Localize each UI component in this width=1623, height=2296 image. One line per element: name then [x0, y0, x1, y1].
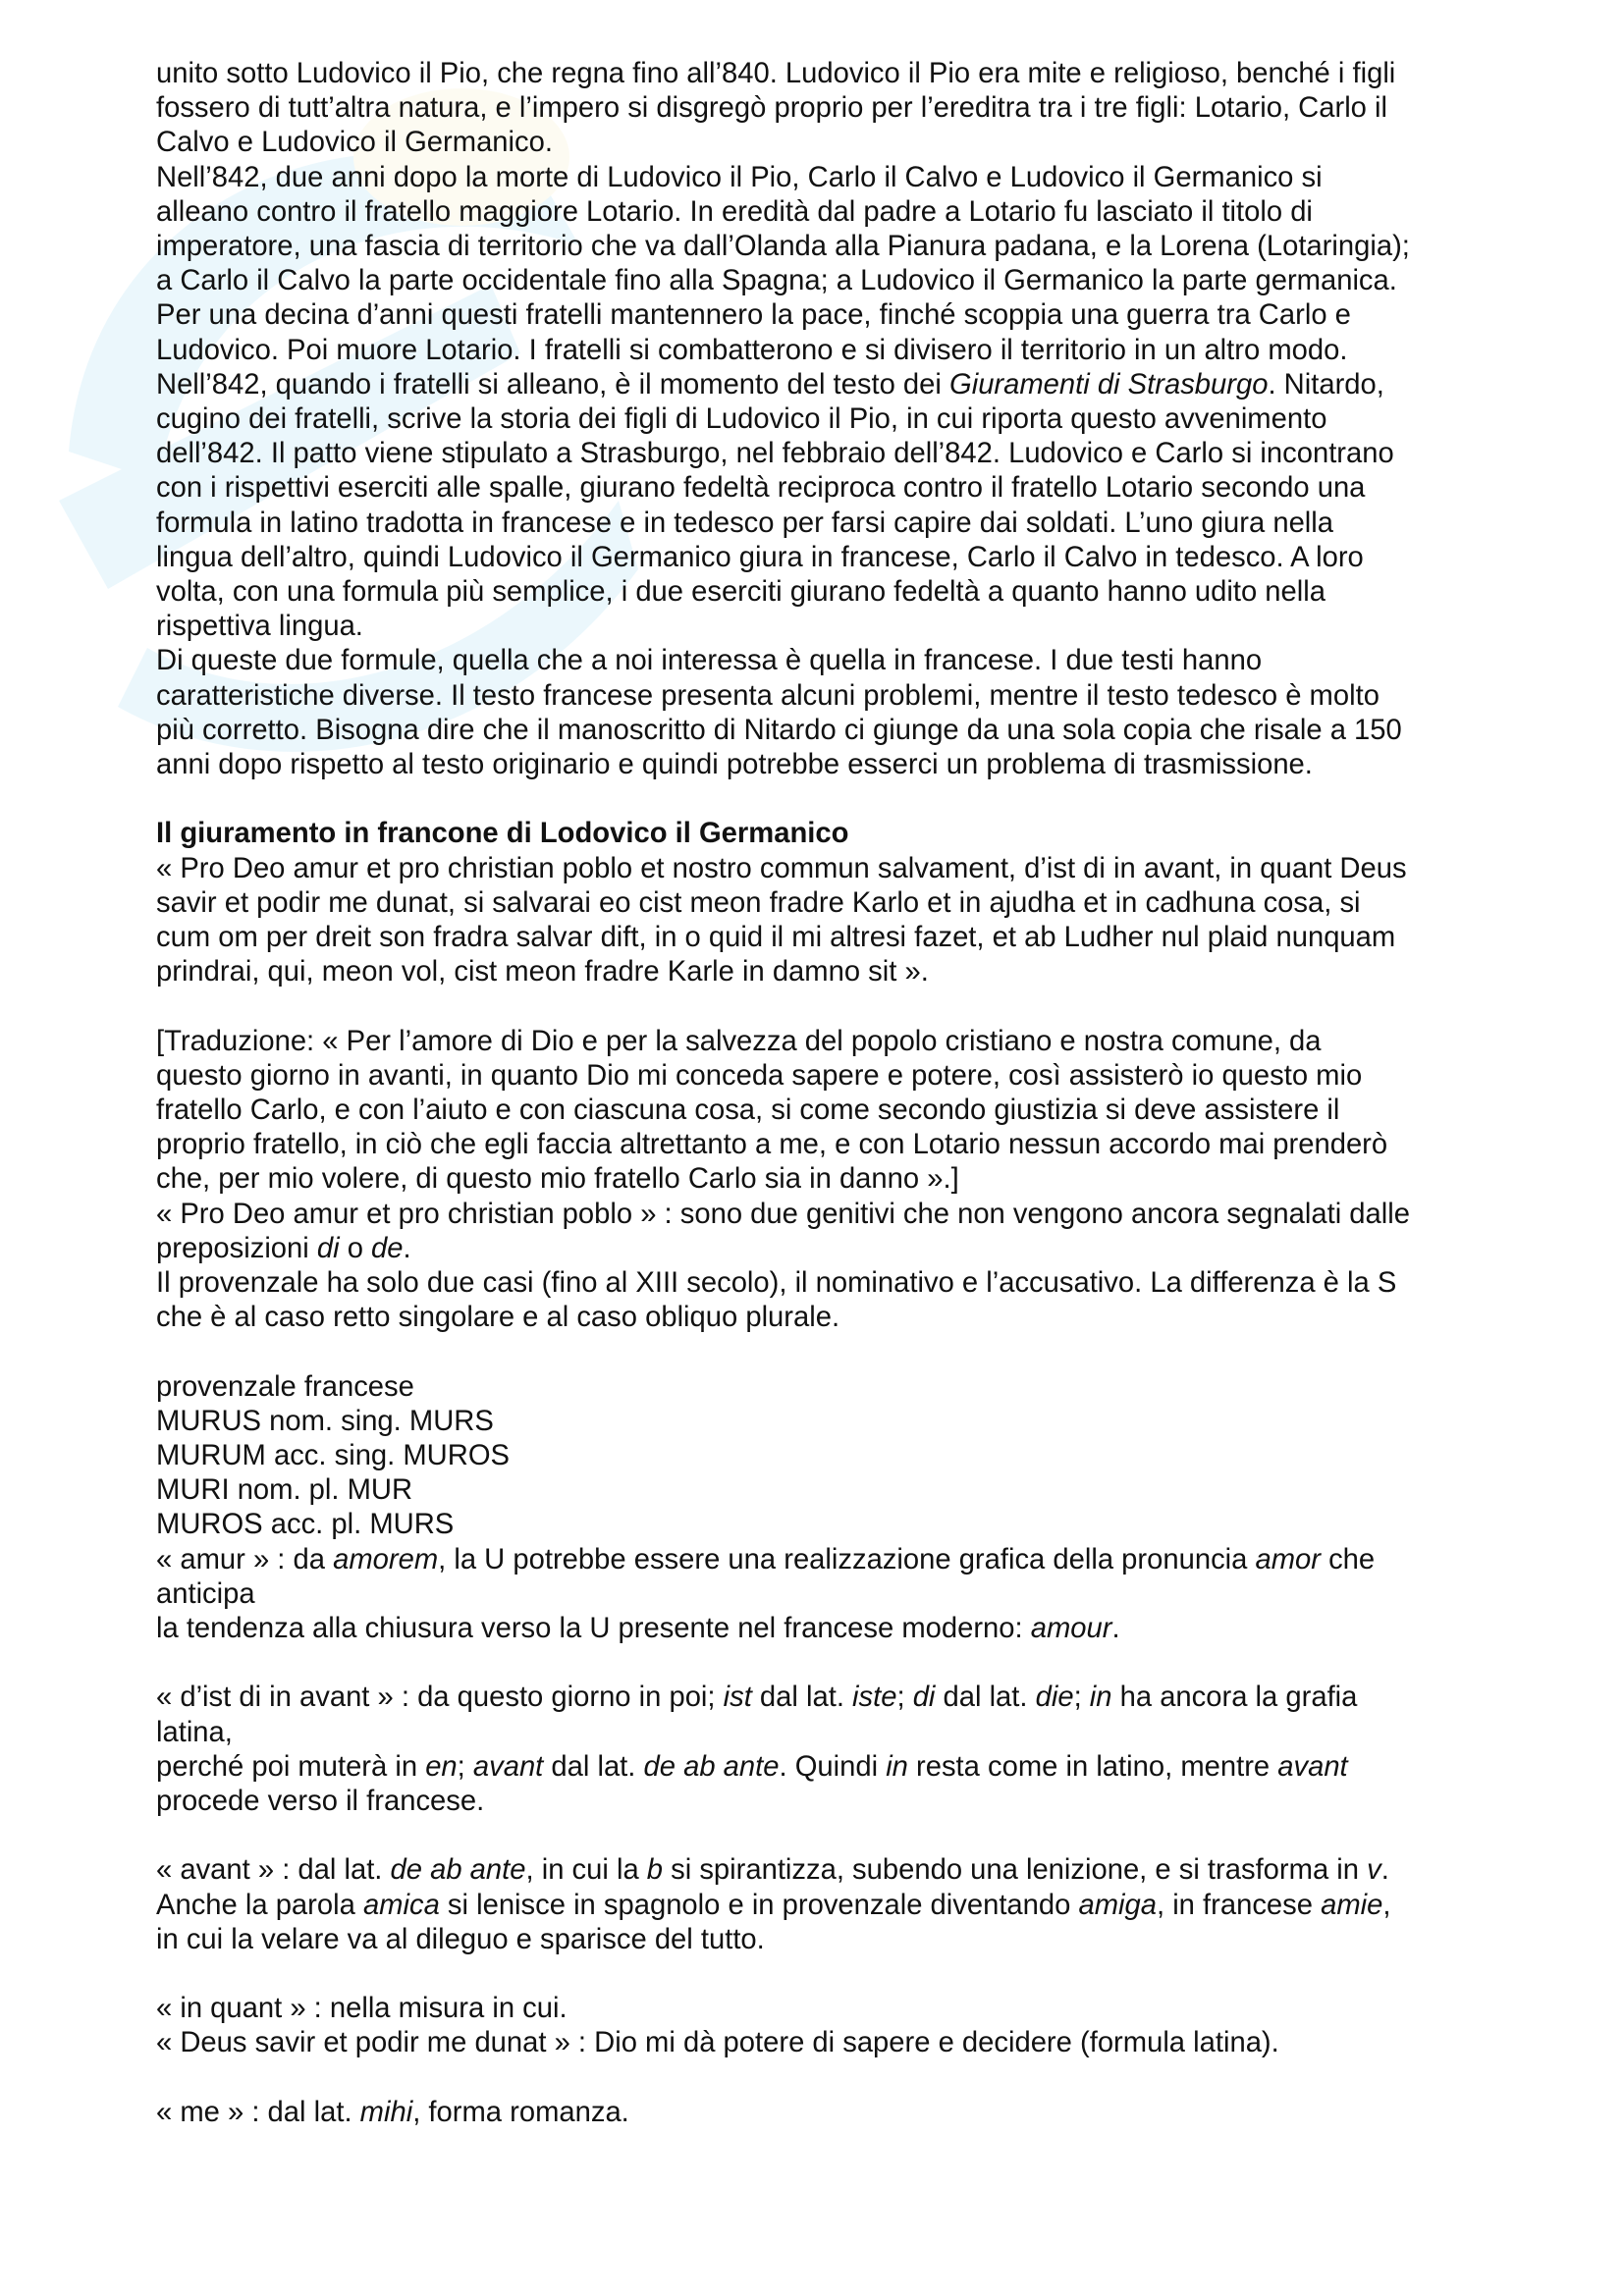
spacer — [156, 782, 1491, 817]
italic-term: di — [912, 1682, 936, 1714]
spacer — [156, 1957, 1491, 1992]
spacer — [156, 1819, 1491, 1853]
translation-paragraph — [156, 1025, 1491, 1336]
text-run: ; — [457, 1750, 473, 1783]
text-run: che anticipa la tendenza alla chiusura verso la U presente nel francese moderno: — [156, 1543, 1376, 1645]
italic-term: de ab ante — [643, 1750, 780, 1783]
text-run: . Il provenzale ha solo due casi (fino al XIII secolo), il nominativo e l’accusativo. La differenza è la S che è al caso retto singolare e al caso obliquo plurale. — [156, 1232, 1397, 1334]
text-run: procede verso il francese. — [156, 1786, 485, 1818]
text-run: si spirantizza, subendo una lenizione, e si trasforma in — [663, 1854, 1368, 1887]
document-body — [156, 57, 1491, 2130]
italic-term: b — [646, 1854, 664, 1887]
text-run: ; — [896, 1682, 913, 1714]
text-run: . Quindi — [779, 1750, 887, 1783]
italic-term: die — [1035, 1682, 1074, 1714]
text-run: ; — [1073, 1682, 1090, 1714]
italic-term: in — [1089, 1682, 1112, 1714]
ist-paragraph — [156, 1681, 1491, 1819]
text-run: , in cui la velare va al dileguo e sparisce del tutto. — [156, 1889, 1391, 1955]
italic-term: di — [316, 1232, 340, 1264]
italic-term: amiga — [1078, 1889, 1157, 1921]
history-paragraph — [156, 57, 1491, 782]
italic-term: mihi — [359, 2096, 413, 2128]
spacer — [156, 2061, 1491, 2096]
text-run: si lenisce in spagnolo e in provenzale diventando — [439, 1889, 1079, 1921]
cases-paragraph — [156, 1370, 1491, 1647]
text-run: « in quant » : nella misura in cui. « Deus savir et podir me dunat » : Dio mi dà potere di sapere e decidere (formula latina). — [156, 1993, 1279, 2059]
text-run: , la U potrebbe essere una realizzazione grafica della pronuncia — [438, 1543, 1256, 1575]
section-heading: Il giuramento in francone di Lodovico il Germanico — [156, 818, 849, 850]
text-run: « Pro Deo amur et pro christian poblo et nostro commun salvament, d’ist di in avant, in quant Deus savir et podir me dunat, si salvarai eo cist meon fradre Karlo et in ajudha et in cadhuna cosa, si cum om per dreit son fradra salvar dift, in o quid il mi altresi fazet, et ab Ludher nul plaid nunquam prindrai, qui, meon vol, cist meon fradre Karle in damno sit ». — [156, 852, 1407, 988]
oath-text — [156, 852, 1491, 990]
spacer — [156, 1335, 1491, 1369]
text-run: resta come in latino, mentre — [907, 1750, 1278, 1783]
italic-term: amica — [362, 1889, 440, 1921]
italic-term: amour — [1030, 1613, 1112, 1645]
spacer — [156, 989, 1491, 1024]
italic-term: in — [886, 1750, 908, 1783]
text-run: . Anche la parola — [156, 1854, 1389, 1921]
text-run: dal lat. — [543, 1750, 644, 1783]
me-paragraph — [156, 2096, 1491, 2130]
avant-paragraph — [156, 1853, 1491, 1957]
italic-term: en — [425, 1750, 458, 1783]
italic-term: amor — [1255, 1543, 1321, 1575]
text-run: « avant » : dal lat. — [156, 1854, 391, 1887]
italic-term: v — [1367, 1854, 1381, 1887]
text-run: [Traduzione: « Per l’amore di Dio e per la salvezza del popolo cristiano e nostra comune, da questo giorno in avanti, in quanto Dio mi conceda sapere e potere, così assisterò io questo mio fratello Carlo, e con l’aiuto e con ciascuna cosa, si come secondo giustizia si deve assistere il proprio fratello, in ciò che egli faccia altrettanto a me, e con Lotario nessun accordo mai prenderò che, per mio volere, di questo mio fratello Carlo sia in danno ».] « Pro Deo amur et pro christian poblo » : sono due genitivi che non vengono ancora segnalati dalle preposizioni — [156, 1025, 1410, 1264]
italic-term: iste — [852, 1682, 897, 1714]
italic-term: Giuramenti di Strasburgo — [949, 368, 1269, 400]
italic-term: amie — [1321, 1889, 1383, 1921]
text-run: . — [1111, 1613, 1120, 1645]
text-run: dal lat. — [935, 1682, 1036, 1714]
quant-paragraph — [156, 1992, 1491, 2060]
text-run: . Nitardo, cugino dei fratelli, scrive la storia dei figli di Ludovico il Pio, in cui riporta questo avvenimento dell’842. Il patto viene stipulato a Strasburgo, nel febbraio dell’842. Ludovico e Carlo si incontrano con i rispettivi eserciti alle spalle, giurano fedeltà reciproca contro il fratello Lotario secondo una formula in latino tradotta in francese e in tedesco per farsi capire dai soldati. L’uno giura nella lingua dell’altro, quindi Ludovico il Germanico giura in francese, Carlo il Calvo in tedesco. A loro volta, con una formula più semplice, i due eserciti giurano fedeltà a quanto hanno udito nella rispettiva lingua. Di queste due formule, quella che a noi interessa è quella in francese. I due testi hanno caratteristiche diverse. Il testo francese presenta alcuni problemi, mentre il testo tedesco è molto più corretto. Bisogna dire che il manoscritto di Nitardo ci giunge da una sola copia che risale a 150 anni dopo rispetto al testo originario e quindi potrebbe esserci un problema di trasmissione. — [156, 368, 1402, 781]
italic-term: de ab ante — [390, 1854, 526, 1887]
text-run: o — [339, 1232, 372, 1264]
text-run: , in cui la — [525, 1854, 647, 1887]
text-run: unito sotto Ludovico il Pio, che regna fino all’840. Ludovico il Pio era mite e religioso, benché i figli fossero di tutt’altra natura, e l’impero si disgregò proprio per l’ereditra tra i tre figli: Lotario, Carlo il Calvo e Ludovico il Germanico. Nell’842, due anni dopo la morte di Ludovico il Pio, Carlo il Calvo e Ludovico il Germanico si alleano contro il fratello maggiore Lotario. In eredità dal padre a Lotario fu lasciato il titolo di imperatore, una fascia di territorio che va dall’Olanda alla Pianura padana, e la Lorena (Lotaringia); a Carlo il Calvo la parte occidentale fino alla Spagna; a Ludovico il Germanico la parte germanica. Per una decina d’anni questi fratelli mantennero la pace, finché scoppia una guerra tra Carlo e Ludovico. Poi muore Lotario. I fratelli si combatterono e si divisero il territorio in un altro modo. Nell’842, quando i fratelli si alleano, è il momento del testo dei — [156, 58, 1410, 400]
italic-term: avant — [472, 1750, 544, 1783]
text-run: , in francese — [1156, 1889, 1322, 1921]
text-run: « d’ist di in avant » : da questo giorno in poi; — [156, 1682, 724, 1714]
italic-term: de — [371, 1232, 404, 1264]
spacer — [156, 1646, 1491, 1681]
text-run: , forma romanza. — [412, 2096, 629, 2128]
italic-term: amorem — [333, 1543, 439, 1575]
italic-term: ist — [723, 1682, 752, 1714]
text-run: dal lat. — [751, 1682, 853, 1714]
italic-term: avant — [1277, 1750, 1348, 1783]
text-run: provenzale francese MURUS nom. sing. MURS MURUM acc. sing. MUROS MURI nom. pl. MUR MUROS acc. pl. MURS « amur » : da — [156, 1370, 511, 1575]
text-run: « me » : dal lat. — [156, 2096, 360, 2128]
text-run: ha ancora la grafia latina, perché poi muterà in — [156, 1682, 1358, 1783]
